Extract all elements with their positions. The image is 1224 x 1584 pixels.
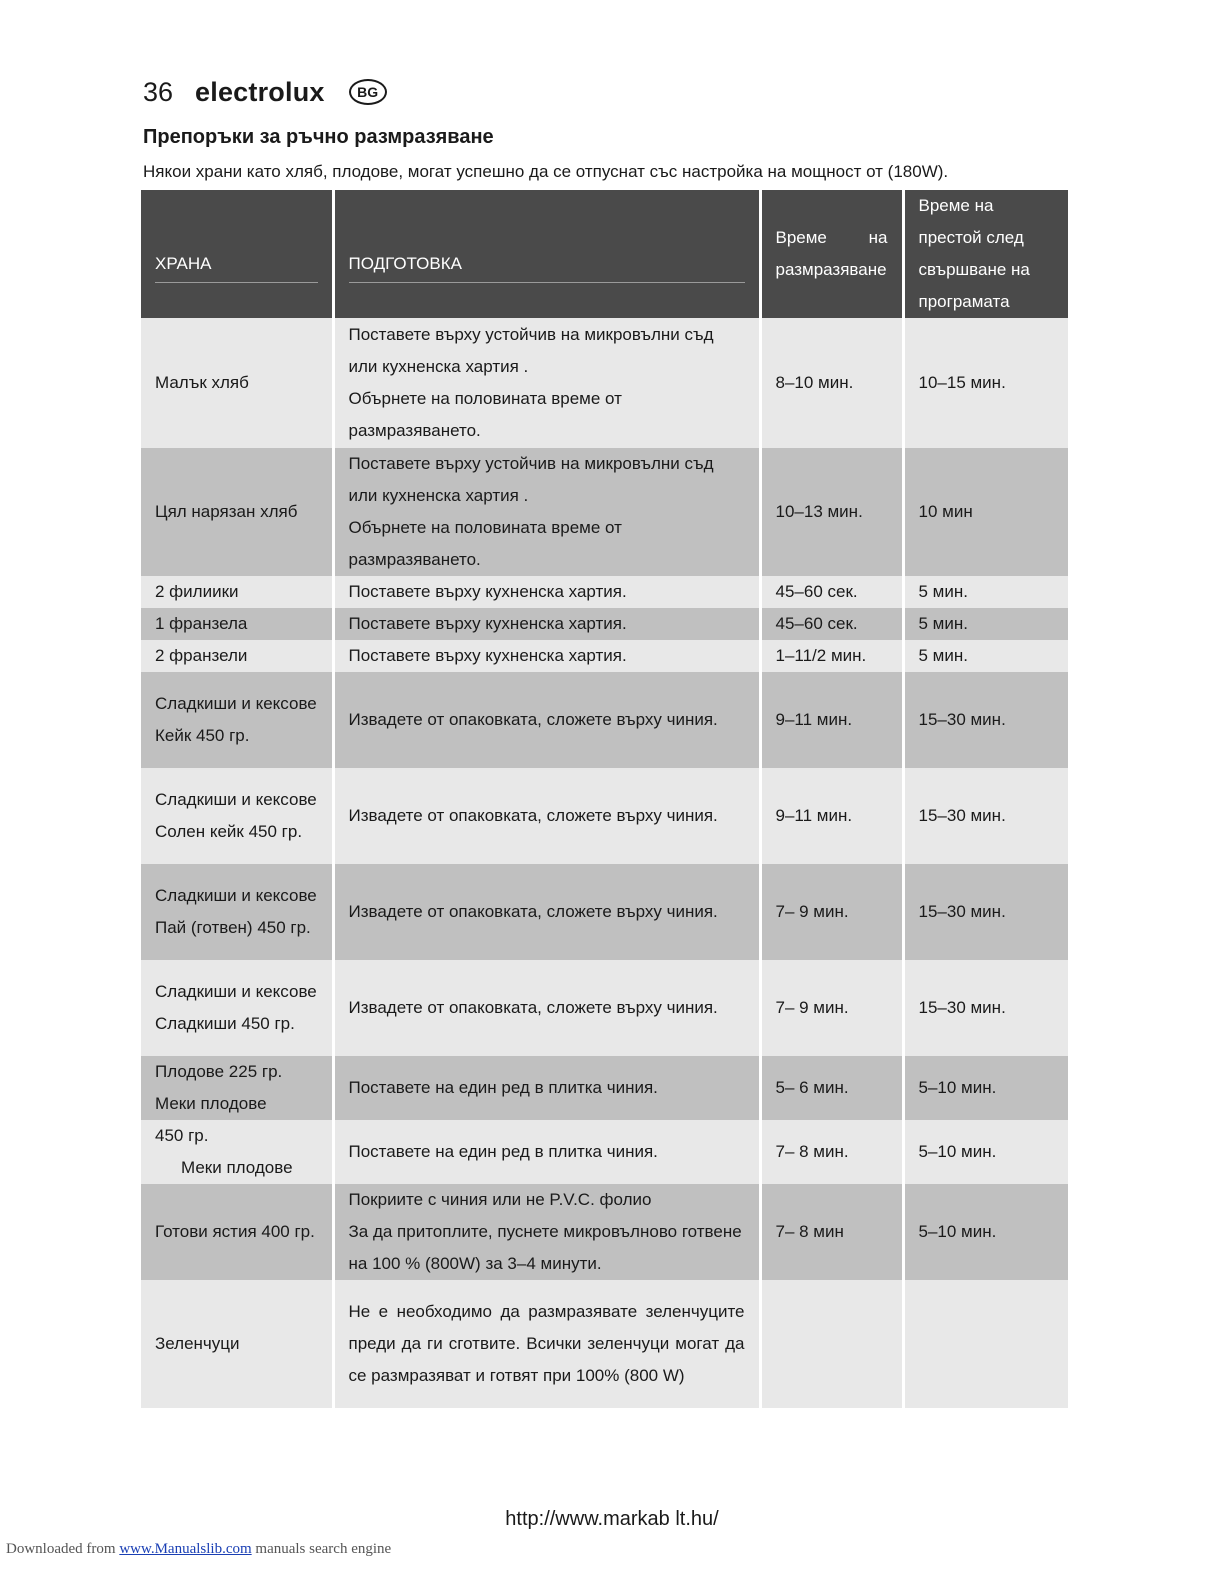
standing-cell: 5 мин. [903,576,1068,608]
defrost-cell: 7– 8 мин. [760,1120,903,1184]
standing-cell: 5 мин. [903,640,1068,672]
food-cell: 2 филиики [141,576,333,608]
standing-cell: 10–15 мин. [903,318,1068,448]
prep-cell: Поставете върху устойчив на микровълни съд или кухненска хартия . Обърнете на половината време от размразяването. [333,448,760,576]
download-note: Downloaded from www.Manualslib.com manuals search engine [6,1541,392,1557]
table-row [141,608,1068,640]
standing-cell: 5–10 мин. [903,1184,1068,1280]
food-cell: 450 гр. Меки плодове [141,1120,333,1184]
defrost-cell: 5– 6 мин. [760,1056,903,1120]
food-cell: Сладкиши и кексове Сладкиши 450 гр. [141,960,333,1056]
defrost-cell: 8–10 мин. [760,318,903,448]
table-row [141,960,1068,1056]
brand-logo: electrolux [195,76,325,107]
language-badge: BG [349,79,387,105]
food-cell: Сладкиши и кексове Кейк 450 гр. [141,672,333,768]
table-row [141,318,1068,448]
defrost-cell: 7– 9 мин. [760,864,903,960]
defrost-cell [760,1280,903,1408]
food-cell: Готови ястия 400 гр. [141,1184,333,1280]
defrost-cell: 7– 8 мин [760,1184,903,1280]
defrost-cell: 10–13 мин. [760,448,903,576]
food-cell: Цял нарязан хляб [141,448,333,576]
section-title: Препоръки за ръчно размразяване [143,126,494,148]
food-cell: Малък хляб [141,318,333,448]
prep-cell: Извадете от опаковката, сложете върху чиния. [333,768,760,864]
standing-cell: 15–30 мин. [903,864,1068,960]
table-row [141,576,1068,608]
table-row [141,768,1068,864]
defrost-cell: 9–11 мин. [760,768,903,864]
intro-text: Някои храни като хляб, плодове, могат успешно да се отпуснат със настройка на мощност от (180W). [143,162,949,181]
defrost-cell: 45–60 сек. [760,608,903,640]
prep-cell: Поставете върху кухненска хартия. [333,608,760,640]
footer-url: http://www.markab lt.hu/ [505,1508,719,1530]
food-cell: Сладкиши и кексове Солен кейк 450 гр. [141,768,333,864]
prep-cell: Поставете върху кухненска хартия. [333,640,760,672]
standing-cell: 5 мин. [903,608,1068,640]
food-cell: Зеленчуци [141,1280,333,1408]
food-cell: Плодове 225 гр. Меки плодове [141,1056,333,1120]
prep-cell: Поставете на един ред в плитка чиния. [333,1056,760,1120]
standing-cell [903,1280,1068,1408]
header-food: ХРАНА [141,190,333,318]
table-row [141,1280,1068,1408]
table-row [141,672,1068,768]
header-standing-time: Време на престой след свършване на програмата [903,190,1068,318]
prep-cell: Извадете от опаковката, сложете върху чиния. [333,672,760,768]
food-cell: 1 франзела [141,608,333,640]
defrost-cell: 9–11 мин. [760,672,903,768]
prep-cell: Не е необходимо да размразявате зеленчуците преди да ги сготвите. Всички зеленчуци могат да се размразяват и готвят при 100% (800 W) [333,1280,760,1408]
page-number: 36 [143,76,174,107]
table-row [141,864,1068,960]
standing-cell: 15–30 мин. [903,672,1068,768]
header-prep: ПОДГОТОВКА [333,190,760,318]
standing-cell: 10 мин [903,448,1068,576]
page-header [143,70,387,114]
standing-cell: 5–10 мин. [903,1120,1068,1184]
table-row [141,1120,1068,1184]
defrost-cell: 7– 9 мин. [760,960,903,1056]
standing-cell: 15–30 мин. [903,768,1068,864]
food-cell: 2 франзели [141,640,333,672]
table-row [141,640,1068,672]
manualslib-link[interactable]: www.Manualslib.com [119,1541,252,1557]
food-cell: Сладкиши и кексове Пай (готвен) 450 гр. [141,864,333,960]
table-header-row [141,190,1068,318]
prep-cell: Поставете върху устойчив на микровълни съд или кухненска хартия . Обърнете на половината време от размразяването. [333,318,760,448]
header-defrost-time: Време на размразяване [760,190,903,318]
defrost-cell: 45–60 сек. [760,576,903,608]
prep-cell: Извадете от опаковката, сложете върху чиния. [333,960,760,1056]
table-row [141,1184,1068,1280]
prep-cell: Извадете от опаковката, сложете върху чиния. [333,864,760,960]
prep-cell: Поставете на един ред в плитка чиния. [333,1120,760,1184]
prep-cell: Поставете върху кухненска хартия. [333,576,760,608]
table-row [141,448,1068,576]
standing-cell: 5–10 мин. [903,1056,1068,1120]
standing-cell: 15–30 мин. [903,960,1068,1056]
defrost-table [141,190,1068,1408]
table-row [141,1056,1068,1120]
defrost-cell: 1–11/2 мин. [760,640,903,672]
prep-cell: Покриите с чиния или не P.V.C. фолио За да притоплите, пуснете микровълново готвене на 100 % (800W) за 3–4 минути. [333,1184,760,1280]
